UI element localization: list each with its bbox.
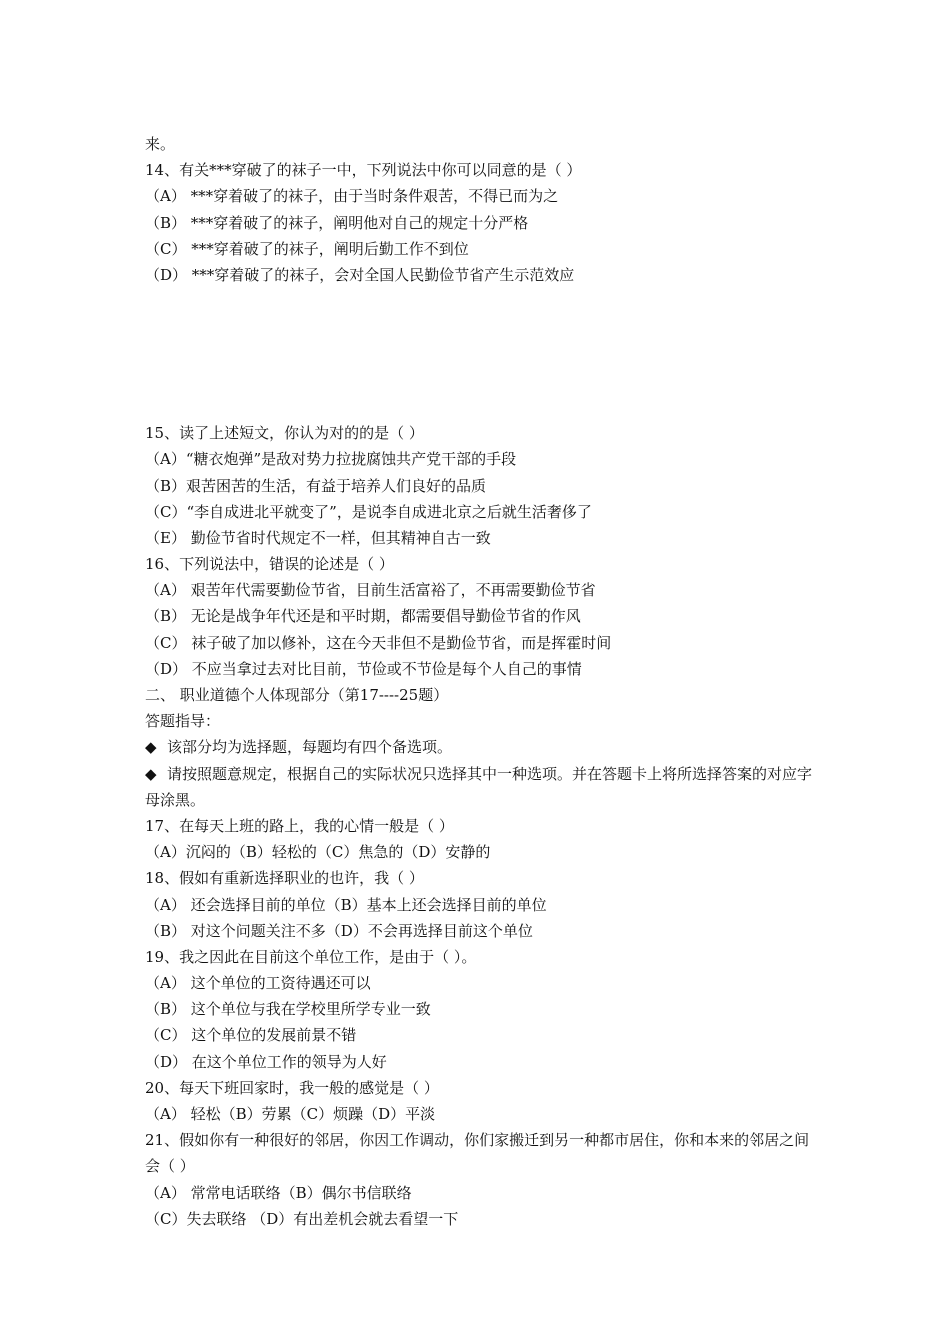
question-14: 14、有关***穿破了的袜子一中，下列说法中你可以同意的是（ ）	[145, 161, 582, 180]
q21-options-2: （C）失去联络 （D）有出差机会就去看望一下	[145, 1209, 459, 1228]
q15-option-c: （C）“李自成进北平就变了”，是说李自成进北京之后就生活奢侈了	[145, 502, 592, 521]
q16-option-c: （C） 袜子破了加以修补，这在今天非但不是勤俭节省，而是挥霍时间	[145, 633, 612, 652]
question-17: 17、在每天上班的路上，我的心情一般是（ ）	[145, 816, 454, 835]
q16-option-b: （B） 无论是战争年代还是和平时期，都需要倡导勤俭节省的作风	[145, 607, 581, 626]
question-19: 19、我之因此在目前这个单位工作，是由于（ ）。	[145, 947, 477, 966]
q19-option-d: （D） 在这个单位工作的领导为人好	[145, 1052, 387, 1071]
q16-option-a: （A） 艰苦年代需要勤俭节省，目前生活富裕了，不再需要勤俭节省	[145, 581, 596, 600]
question-18: 18、假如有重新选择职业的也许，我（ ）	[145, 869, 424, 888]
q18-options-2: （B） 对这个问题关注不多（D）不会再选择目前这个单位	[145, 921, 533, 940]
diamond-bullet-icon: ◆	[145, 738, 157, 757]
document-body	[145, 131, 815, 1232]
question-21: 21、假如你有一种很好的邻居，你因工作调动，你们家搬迁到另一种都市居住，你和本来的邻居之间会（ ）	[145, 1131, 810, 1176]
q20-options: （A） 轻松（B）劳累（C）烦躁（D）平淡	[145, 1105, 436, 1124]
q16-option-d: （D） 不应当拿过去对比目前，节俭或不节俭是每个人自己的事情	[145, 659, 582, 678]
text-line: 来。	[145, 135, 176, 153]
q19-option-c: （C） 这个单位的发展前景不错	[145, 1026, 357, 1045]
q14-option-c: （C） ***穿着破了的袜子，阐明后勤工作不到位	[145, 239, 469, 258]
q15-option-e: （E） 勤俭节省时代规定不一样，但其精神自古一致	[145, 528, 491, 547]
q17-options: （A）沉闷的（B）轻松的（C）焦急的（D）安静的	[145, 843, 491, 862]
q19-option-a: （A） 这个单位的工资待遇还可以	[145, 974, 371, 993]
instructions-label: 答题指导：	[145, 712, 221, 731]
q14-option-d: （D） ***穿着破了的袜子，会对全国人民勤俭节省产生示范效应	[145, 265, 575, 284]
q15-option-b: （B）艰苦困苦的生活，有益于培养人们良好的品质	[145, 476, 487, 495]
bullet-item	[145, 734, 815, 760]
blank-space	[145, 288, 815, 420]
q18-options-1: （A） 还会选择目前的单位（B）基本上还会选择目前的单位	[145, 895, 547, 914]
bullet-text: 请按照题意规定，根据自己的实际状况只选择其中一种选项。并在答题卡上将所选择答案的对应字母涂黑。	[145, 764, 813, 809]
question-15: 15、读了上述短文，你认为对的的是（ ）	[145, 424, 424, 443]
q14-option-b: （B） ***穿着破了的袜子，阐明他对自己的规定十分严格	[145, 213, 529, 232]
question-16: 16、下列说法中，错误的论述是（ ）	[145, 555, 394, 574]
section-heading: 二、 职业道德个人体现部分（第17----25题）	[145, 686, 449, 704]
diamond-bullet-icon: ◆	[145, 764, 157, 783]
q21-options-1: （A） 常常电话联络（B）偶尔书信联络	[145, 1183, 412, 1202]
q14-option-a: （A） ***穿着破了的袜子，由于当时条件艰苦，不得已而为之	[145, 187, 559, 206]
bullet-item	[145, 761, 815, 813]
bullet-text: 该部分均为选择题，每题均有四个备选项。	[167, 738, 453, 757]
q19-option-b: （B） 这个单位与我在学校里所学专业一致	[145, 1000, 431, 1019]
q15-option-a: （A）“糖衣炮弹”是敌对势力拉拢腐蚀共产党干部的手段	[145, 450, 517, 469]
question-20: 20、每天下班回家时，我一般的感觉是（ ）	[145, 1078, 439, 1097]
